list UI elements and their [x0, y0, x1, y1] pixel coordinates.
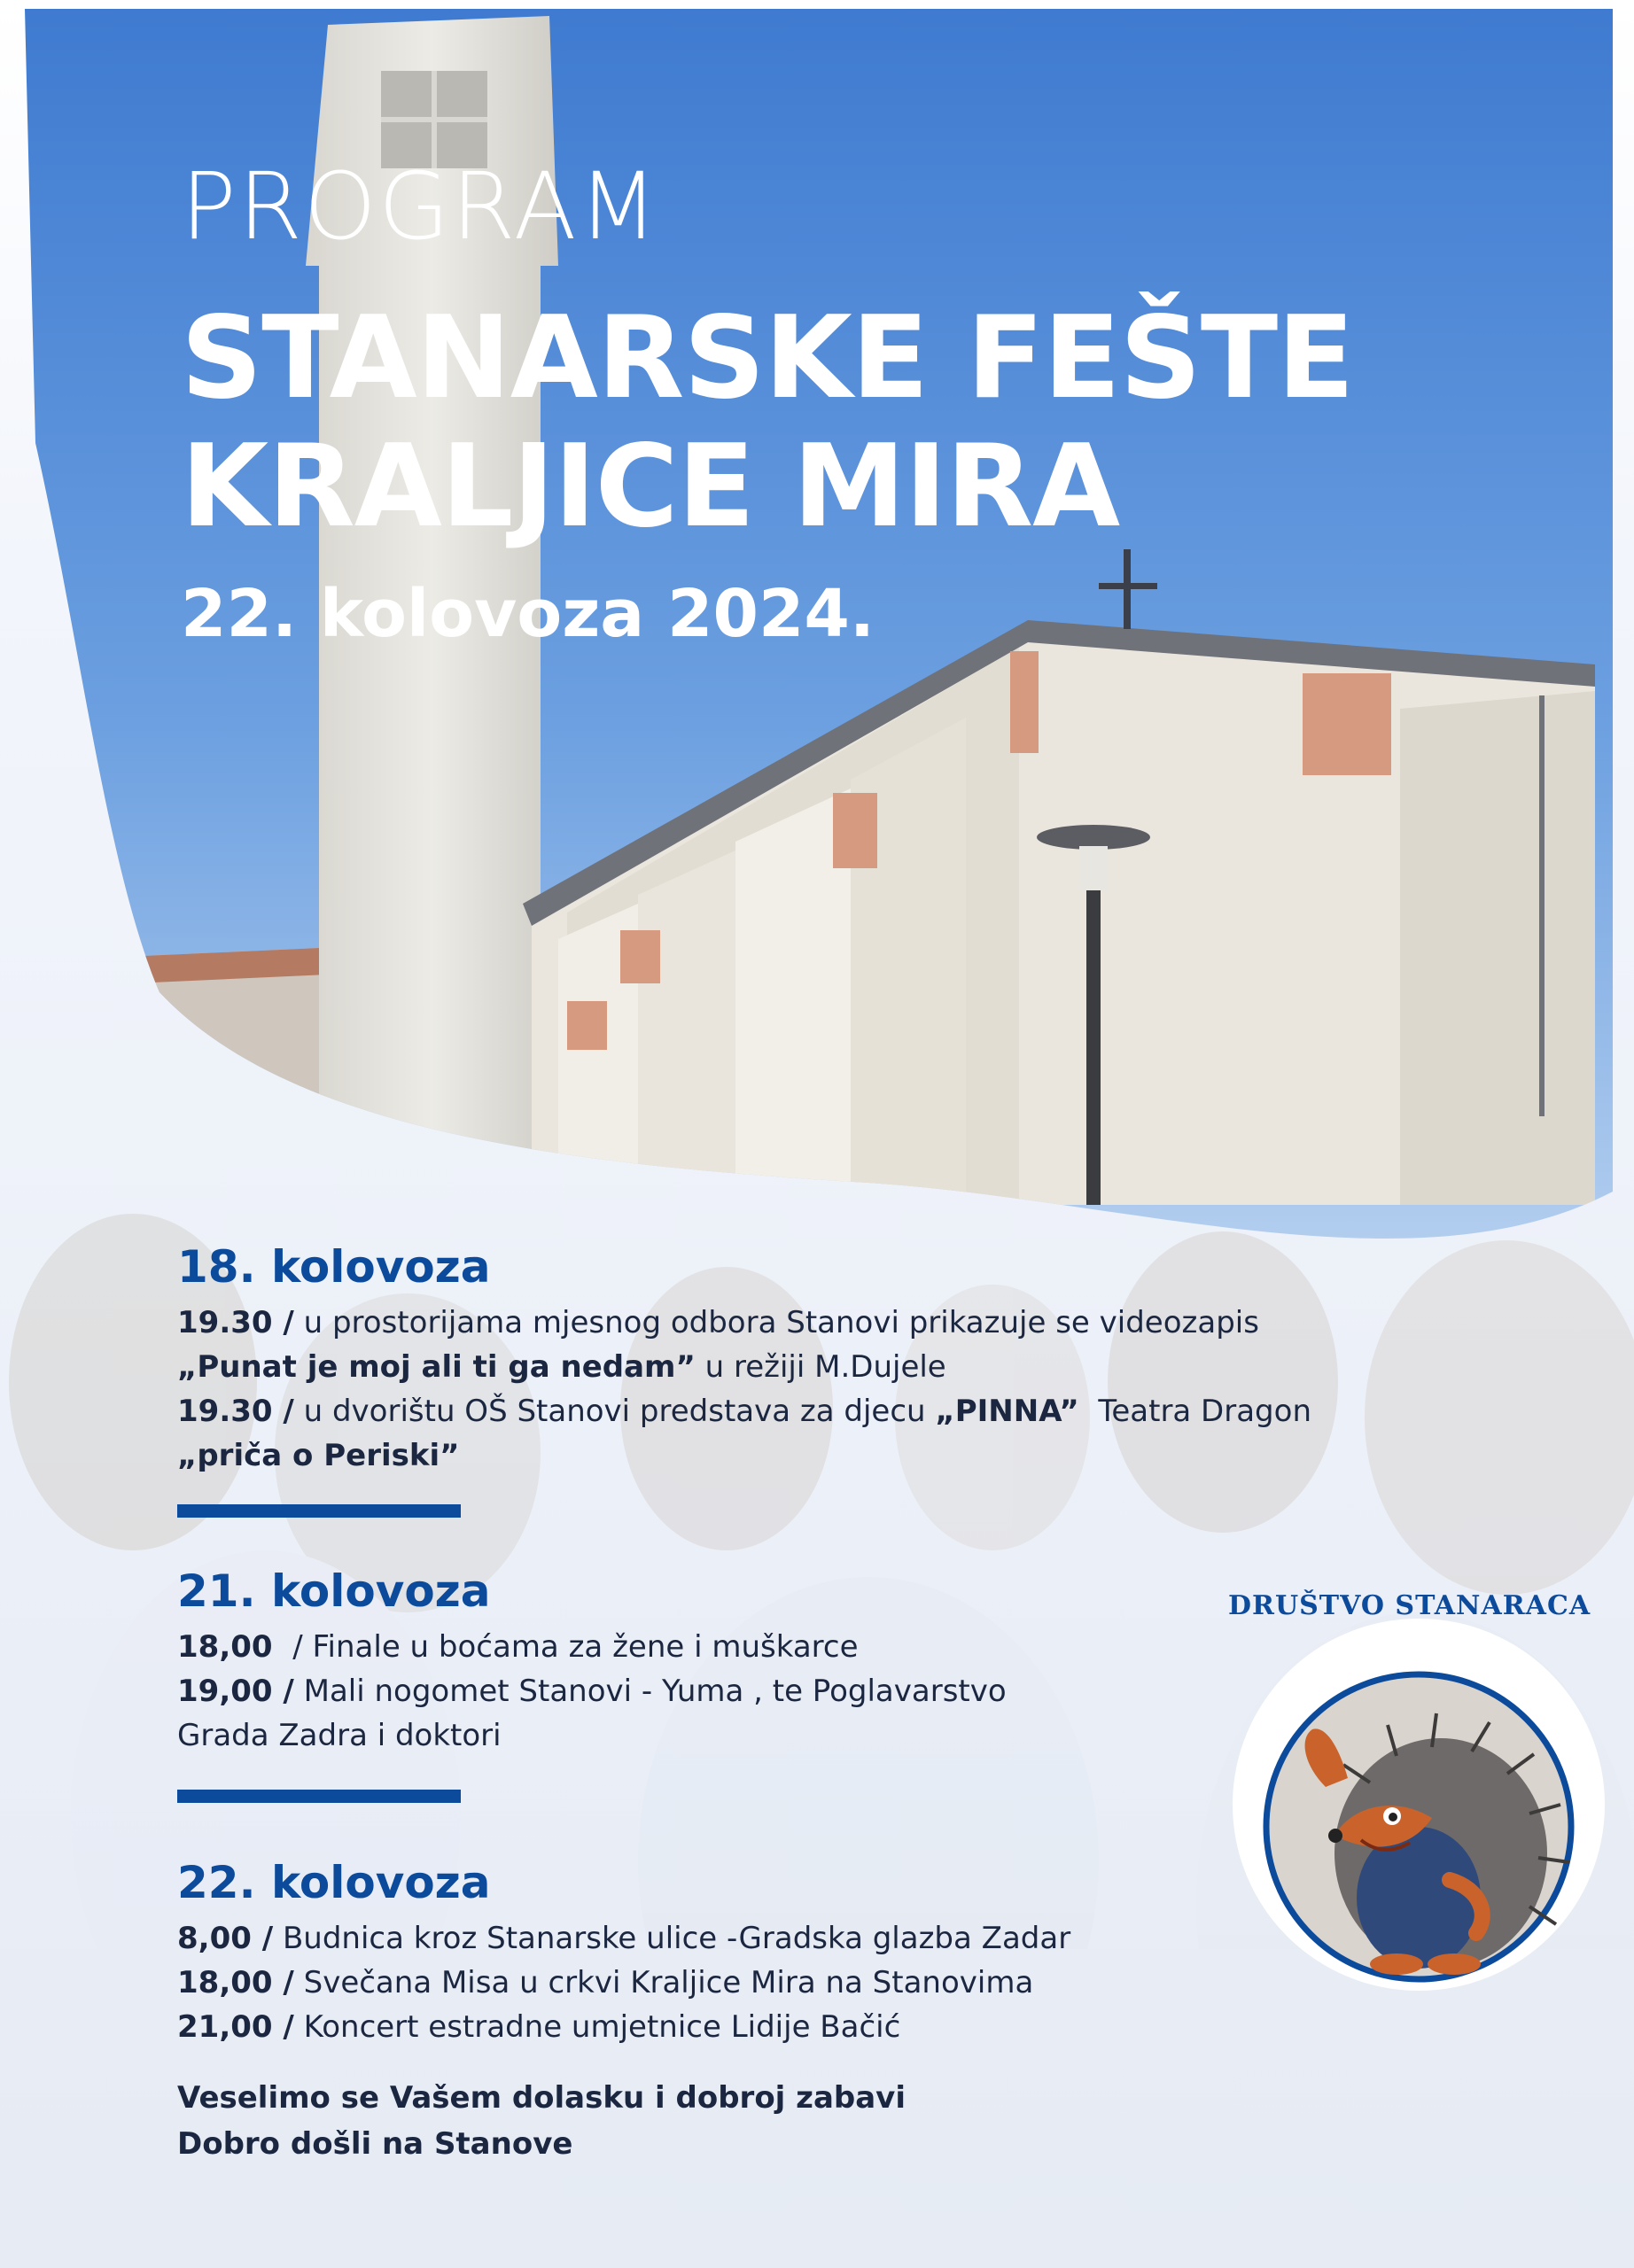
schedule-item: [177, 1961, 1356, 2005]
item-highlight: „Punat je moj ali ti ga nedam”: [177, 1349, 696, 1385]
item-time: 8,00 /: [177, 1921, 274, 1956]
item-time: 19,00 /: [177, 1674, 294, 1709]
section-divider: [177, 1790, 461, 1803]
schedule-item: [177, 1433, 1356, 1478]
item-text: Svečana Misa u crkvi Kraljice Mira na Stanovima: [293, 1965, 1034, 2000]
schedule-item: [177, 1625, 1356, 1669]
schedule-day-22: [177, 1854, 1356, 2049]
item-text: Koncert estradne umjetnice Lidije Bačić: [293, 2009, 901, 2045]
item-text: / Finale u boćama za žene i muškarce: [283, 1629, 859, 1665]
item-text: u prostorijama mjesnog odbora Stanovi prikazuje se videozapis: [293, 1305, 1259, 1340]
schedule-day-18: [177, 1239, 1356, 1478]
item-text: Grada Zadra i doktori: [177, 1718, 502, 1753]
item-text: Budnica kroz Stanarske ulice -Gradska glazba Zadar: [273, 1921, 1071, 1956]
item-time: 21,00 /: [177, 2009, 294, 2045]
title-line-1: STANARSKE FEŠTE: [181, 292, 1354, 424]
schedule-item: [177, 1345, 1356, 1389]
item-time: 19.30 /: [177, 1394, 294, 1429]
schedule-item: [177, 1669, 1356, 1713]
item-text: Mali nogomet Stanovi - Yuma , te Poglavarstvo: [293, 1674, 1007, 1709]
item-text: Teatra Dragon: [1078, 1394, 1311, 1429]
schedule-item: [177, 1916, 1356, 1961]
schedule-item: [177, 2005, 1356, 2049]
schedule-day-21: [177, 1563, 1356, 1758]
item-highlight: „PINNA”: [935, 1394, 1079, 1429]
item-time: 19.30 /: [177, 1305, 294, 1340]
closing-line: Veselimo se Vašem dolasku i dobroj zabavi: [177, 2080, 906, 2116]
schedule-item: [177, 1389, 1356, 1433]
item-text: u režiji M.Dujele: [695, 1349, 946, 1385]
day-heading: 21. kolovoza: [177, 1565, 491, 1617]
day-heading: 22. kolovoza: [177, 1857, 491, 1908]
item-highlight: „priča o Periski”: [177, 1438, 460, 1473]
program-kicker: PROGRAM: [181, 152, 660, 260]
item-text: u dvorištu OŠ Stanovi predstava za djecu: [293, 1394, 936, 1429]
section-divider: [177, 1504, 461, 1518]
closing-line: Dobro došli na Stanove: [177, 2126, 573, 2162]
closing-message: [177, 2075, 906, 2167]
drustvo-stanaraca-logo: [1228, 1590, 1609, 1995]
schedule-item: [177, 1301, 1356, 1345]
day-heading: 18. kolovoza: [177, 1241, 491, 1293]
item-time: 18,00: [177, 1629, 284, 1665]
title-line-2: KRALJICE MIRA: [181, 421, 1120, 553]
item-time: 18,00 /: [177, 1965, 294, 2000]
event-date: 22. kolovoza 2024.: [181, 576, 875, 652]
logo-text: DRUŠTVO STANARACA: [1228, 1590, 1591, 1621]
schedule-item: [177, 1713, 1356, 1758]
